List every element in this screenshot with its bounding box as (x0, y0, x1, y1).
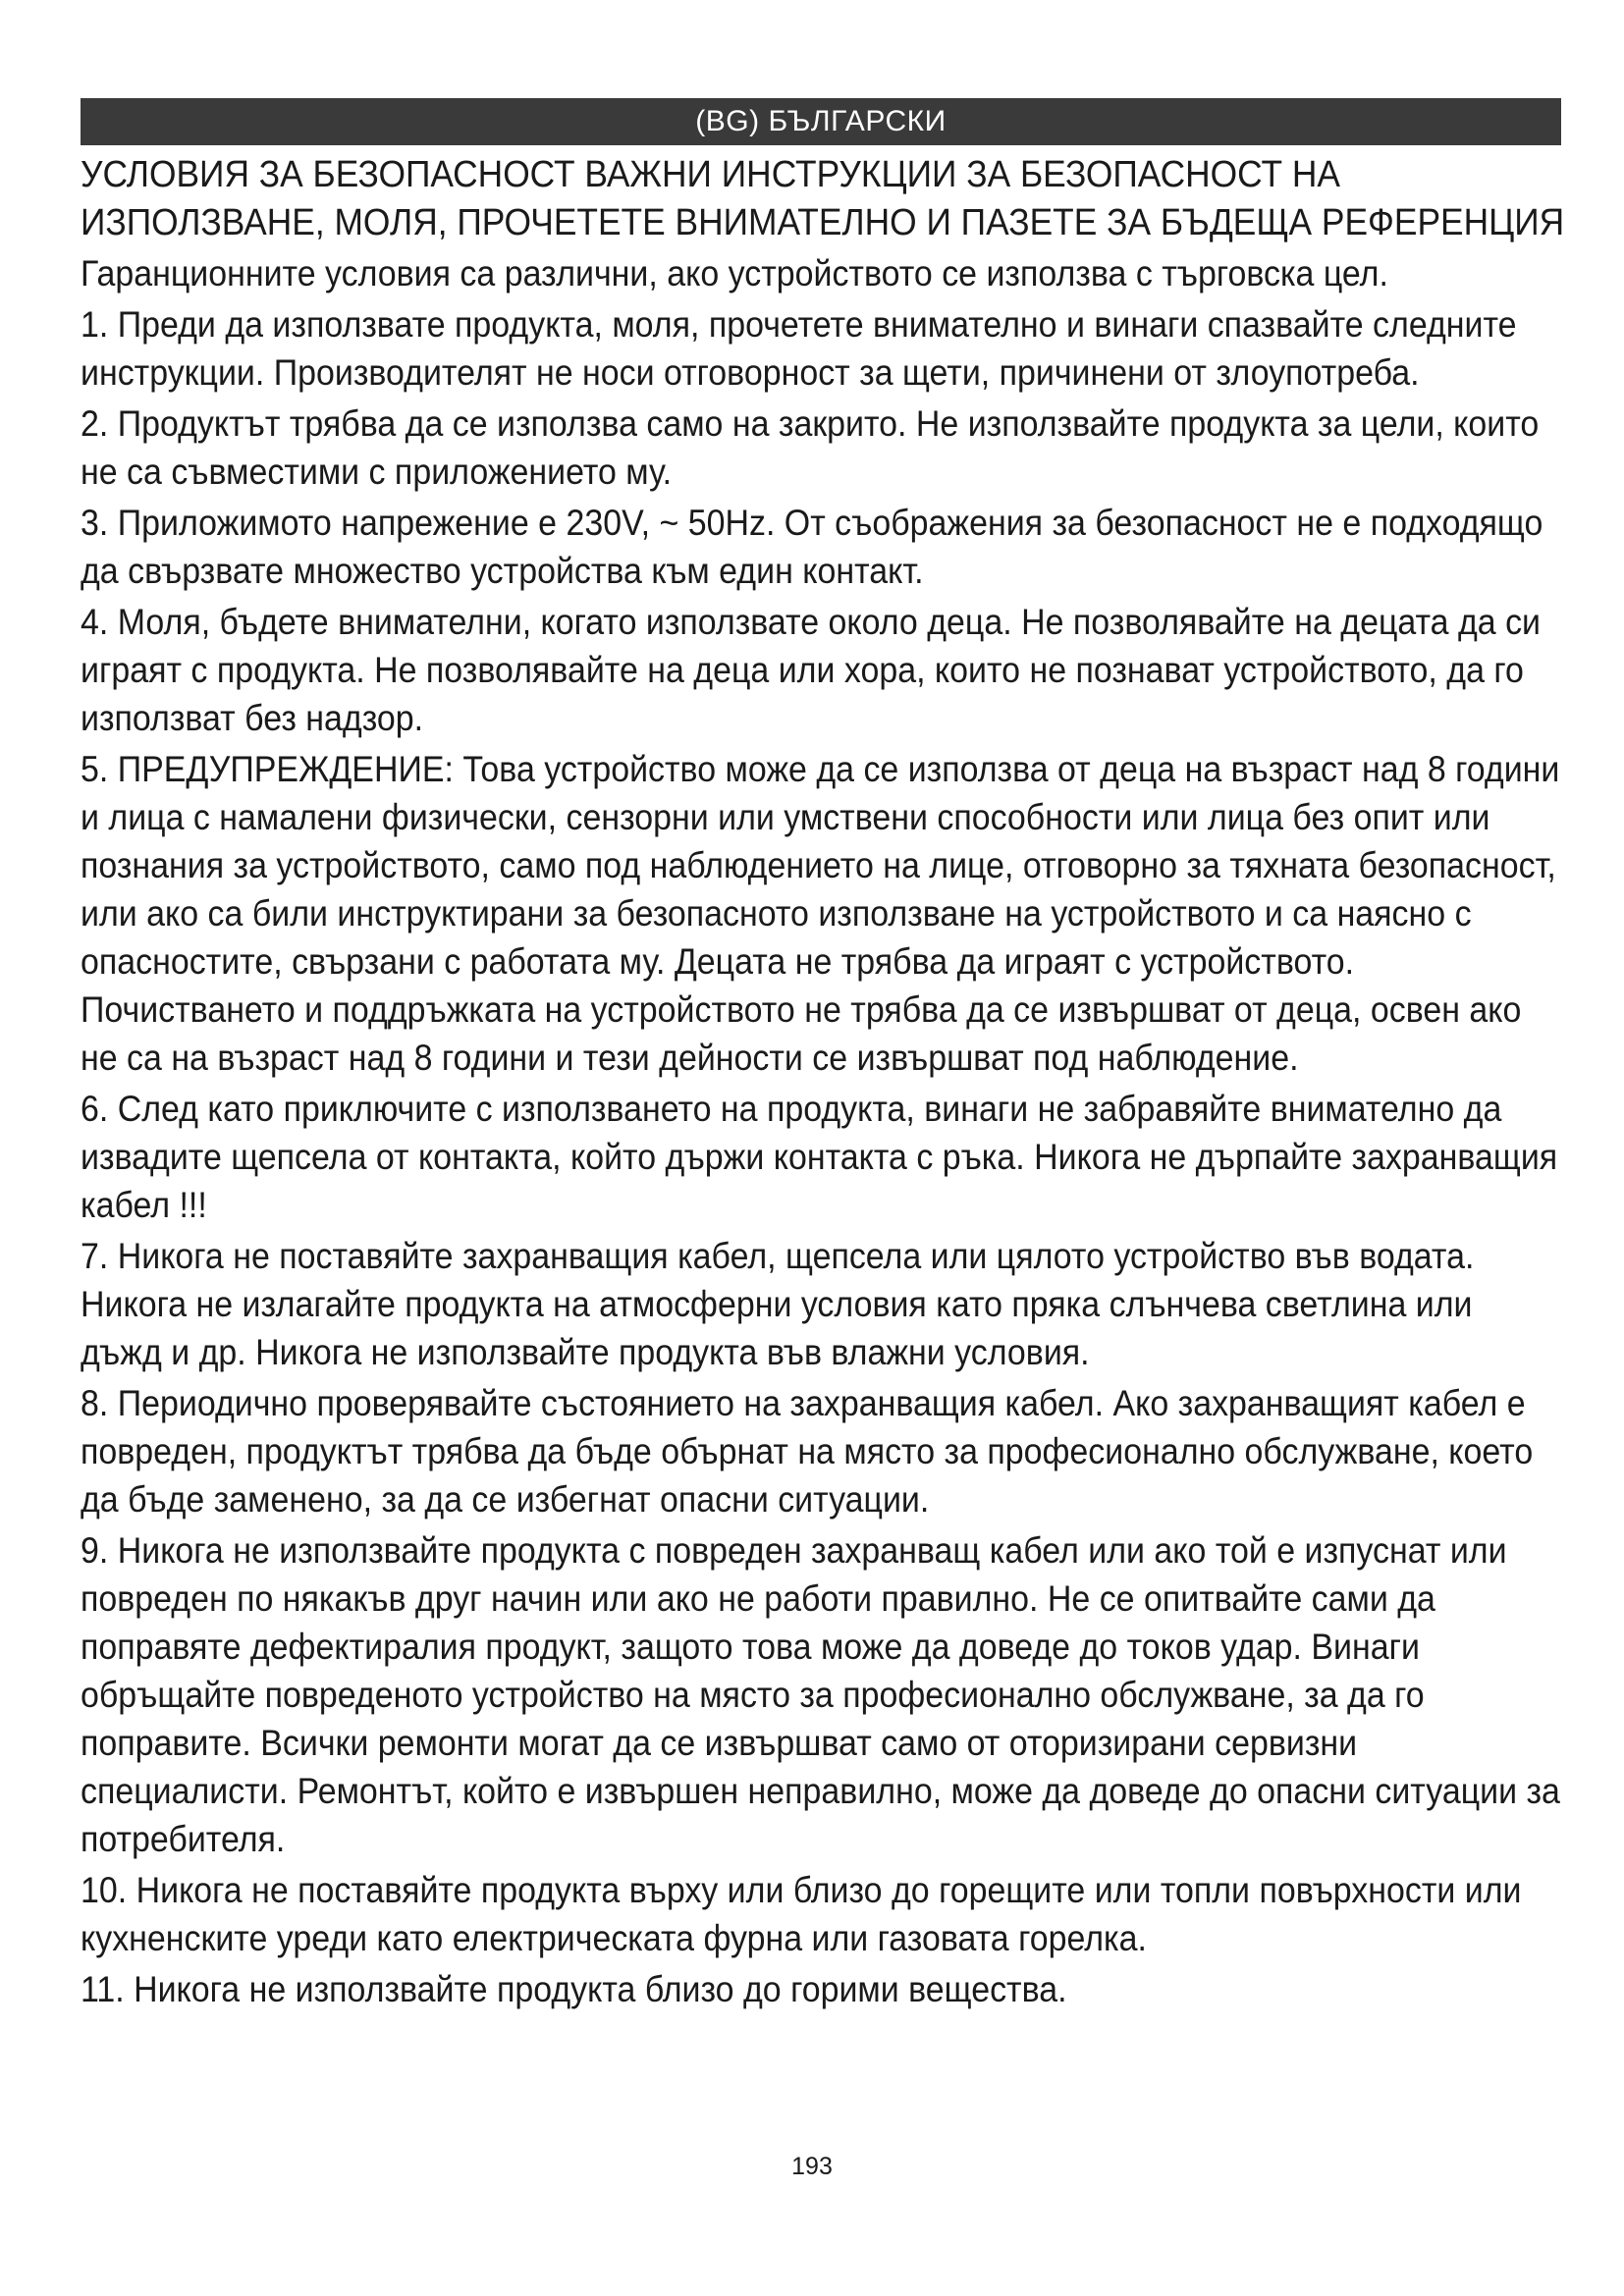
language-label: (BG) БЪЛГАРСКИ (695, 105, 947, 137)
instruction-item-9: 9. Никога не използвайте продукта с повреден захранващ кабел или ако той е изпуснат или повреден по някакъв друг начин или ако не работи правилно. Не се опитвайте сами да поправяте дефектиралия продукт, защото това може да доведе до токов удар. Винаги обръщайте повреденото устройство на място за професионално обслужване, за да го поправите. Всички ремонти могат да се извършват само от оторизирани сервизни специалисти. Ремонтът, който е извършен неправилно, може да доведе до опасни ситуации за потребителя. (81, 1529, 1560, 1859)
instruction-item-6: 6. След като приключите с използването на продукта, винаги не забравяйте внимателно да извадите щепсела от контакта, който държи контакта с ръка. Никога не дърпайте захранващия кабел !!! (81, 1088, 1558, 1225)
instruction-item-1: 1. Преди да използвате продукта, моля, прочетете внимателно и винаги спазвайте следните инструкции. Производителят не носи отговорност за щети, причинени от злоупотреба. (81, 303, 1517, 393)
instruction-item-8: 8. Периодично проверявайте състоянието на захранващия кабел. Ако захранващият кабел е повреден, продуктът трябва да бъде обърнат на място за професионално обслужване, което да бъде заменено, за да се избегнат опасни ситуации. (81, 1382, 1534, 1520)
instruction-item-5: 5. ПРЕДУПРЕЖДЕНИЕ: Това устройство може да се използва от деца на възраст над 8 години и лица с намалени физически, сензорни или умствени способности или лица без опит или познания за устройството, само под наблюдението на лице, отговорно за тяхната безопасност, или ако са били инструктирани за безопасното използване на устройството и са наясно с опасностите, свързани с работата му. Децата не трябва да играят с устройството. Почистването и поддръжката на устройството не трябва да се извършват от деца, освен ако не са на възраст над 8 години и тези дейности се извършват под наблюдение. (81, 748, 1560, 1078)
safety-title: УСЛОВИЯ ЗА БЕЗОПАСНОСТ ВАЖНИ ИНСТРУКЦИИ ЗА БЕЗОПАСНОСТ НА ИЗПОЛЗВАНЕ, МОЛЯ, ПРОЧЕТЕТЕ ВНИМАТЕЛНО И ПАЗЕТЕ ЗА БЪДЕЩА РЕФЕРЕНЦИЯ (81, 154, 1565, 243)
manual-page (81, 98, 1565, 2013)
instruction-item-10: 10. Никога не поставяйте продукта върху или близо до горещите или топли повърхности или кухненските уреди като електрическата фурна или газовата горелка. (81, 1869, 1522, 1958)
warranty-note: Гаранционните условия са различни, ако устройството се използва с търговска цел. (81, 252, 1388, 294)
instruction-item-2: 2. Продуктът трябва да се използва само на закрито. Не използвайте продукта за цели, които не са съвместими с приложението му. (81, 402, 1540, 492)
language-header-bar (81, 98, 1561, 145)
instruction-item-11: 11. Никога не използвайте продукта близо до горими вещества. (81, 1968, 1067, 2009)
instruction-item-7: 7. Никога не поставяйте захранващия кабел, щепсела или цялото устройство във водата. Никога не излагайте продукта на атмосферни условия като пряка слънчева светлина или дъжд и др. Никога не използвайте продукта във влажни условия. (81, 1235, 1475, 1372)
page-number: 193 (791, 2153, 833, 2180)
instruction-item-3: 3. Приложимото напрежение е 230V, ~ 50Hz. От съображения за безопасност не е подходящо да свързвате множество устройства към един контакт. (81, 502, 1543, 591)
instruction-item-4: 4. Моля, бъдете внимателни, когато използвате около деца. Не позволявайте на децата да си играят с продукта. Не позволявайте на деца или хора, които не познават устройството, да го използват без надзор. (81, 601, 1542, 738)
